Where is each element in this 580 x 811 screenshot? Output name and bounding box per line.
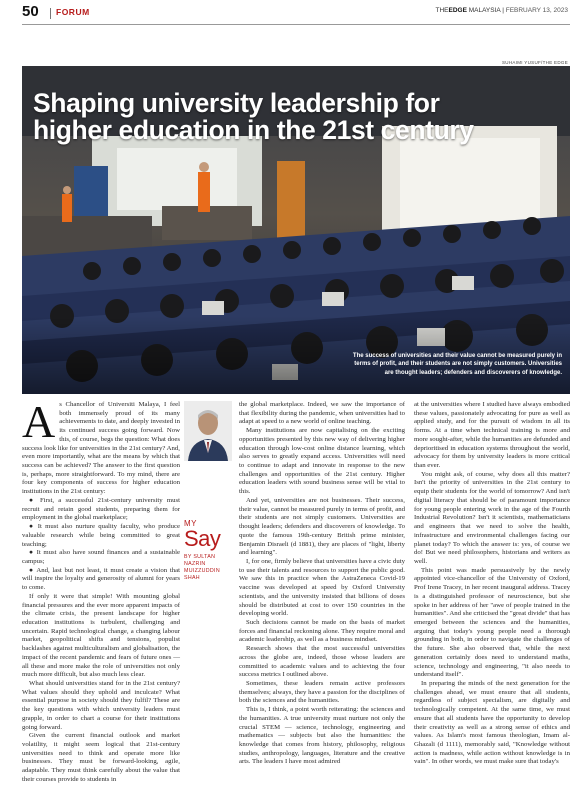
header-bar-glyph: | bbox=[502, 7, 504, 14]
caption-line-3: are thought leaders; defenders and discoverers of knowledge. bbox=[384, 369, 562, 376]
caption-line-1: The success of universities and their value cannot be measured purely in bbox=[352, 353, 562, 359]
publication-country: MALAYSIA bbox=[468, 7, 501, 14]
publication-info bbox=[435, 7, 568, 14]
article-paragraph: the global marketplace. Indeed, we saw the importance of that flexibility during the pandemic, when universities had to adapt at speed to a new world of online teaching. bbox=[239, 401, 405, 426]
header-rule bbox=[22, 24, 570, 25]
article-paragraph: In preparing the minds of the next generation for the challenges ahead, we must ensure that all students, regardless of subject specialism, are digitally and technologically competent. At the same time, we must ensure that all students have the opportunity to develop their creativity as well as a strong sense of ethics and values. As Islam's most famous theologian, Imam al-Ghazali (d 1111), memorably said, "Knowledge without action is madness, while action without knowledge is in vain". In other words, we must make sure that today's bbox=[414, 680, 570, 766]
article-paragraph: What should universities stand for in the 21st century? What values should they uphold and inculcate? What essential purpose in society should they fulfil? These are the key questions with which university leaders must grapple, in order to chart a course for their institutions going forward. bbox=[22, 680, 180, 731]
publication-the: THE bbox=[435, 7, 449, 14]
author-sidebar bbox=[184, 401, 232, 582]
section-label: FORUM bbox=[56, 7, 90, 17]
article-paragraph: at the universities where I studied have always embodied these values, passionately advocating for pure as well as applied study, and for the pursuit of wisdom in all its forms. At a time when technical training is more and more sought-after, while the humanities are defunded and deprioritised in education systems throughout the world, advocacy for them by university leaders is more critical than ever. bbox=[414, 401, 570, 470]
article-paragraph: And yet, universities are not businesses. Their success, their value, cannot be measured purely in terms of profit, and their students are not simply customers. Universities are thought leaders; defenders and discoverers of knowledge. To quote the famous 19th-century British prime minister, Benjamin Disraeli (d 1881), they are places of "light, liberty and learning". bbox=[239, 496, 405, 557]
article-paragraph: If only it were that simple! With mounting global financial pressures and the ever more apparent impacts of the climate crisis, the present landscape for higher education institutions is turbulent, challenging and uncertain. Rapid technological change, a changing labour market, geopolitical shifts and tensions, populist backlashes against multiculturalism and globalisation, the impact of the recent pandemic and fears of future ones — all these and more make the role of universities not only much more difficult, but also much less clear. bbox=[22, 592, 180, 679]
article-paragraph: I, for one, firmly believe that universities have a civic duty to use their talents and resources to support the public good. We saw this in practice when the AstraZeneca Covid-19 vaccine was developed at speed by Oxford University scientists, and the university insisted that billions of doses should be distributed at cost to over 150 countries in the developing world. bbox=[239, 557, 405, 618]
article-column-2 bbox=[239, 401, 405, 767]
photo-caption bbox=[346, 352, 562, 377]
article-paragraph: You might ask, of course, why does all this matter? Isn't the priority of universities in the 21st century to equip their students for the world of tomorrow? And isn't digital literacy that should be of paramount importance for young people entering work in the age of the Fourth Industrial Revolution? Isn't it scientists, mathematicians and engineers that we need to solve the health, infrastructure and environmental challenges facing our planet today? To which the answer is: yes, of course we do! But we need philosophers, historians and writers as well. bbox=[414, 470, 570, 565]
photo-credit: SUHAIMI YUSUF/THE EDGE bbox=[501, 60, 568, 65]
article-paragraph: This is, I think, a point worth reiterating: the sciences and the humanities. A true university must nurture not only the crucial STEM — science, technology, engineering and mathematics — subjects but also the humanities: the knowledge that comes from history, philosophy, religious studies, anthropology, languages, literature and the creative arts. The leaders I have most admired bbox=[239, 706, 405, 766]
headline-line-1: Shaping university leadership for bbox=[33, 88, 440, 118]
article-paragraph: ● And, last but not least, it must create a vision that will inspire the loyalty and generosity of alumni for years to come. bbox=[22, 566, 180, 592]
caption-line-2: terms of profit, and their students are not simply customers. Universities bbox=[354, 361, 562, 368]
article-paragraph: ● First, a successful 21st-century university must recruit and retain good students, preparing them for employment in the global marketplace; bbox=[22, 496, 180, 522]
article-paragraph: ● It must also have sound finances and a sustainable campus; bbox=[22, 549, 180, 565]
page-number: 50 bbox=[22, 3, 39, 20]
column-label-say: Say bbox=[184, 526, 221, 551]
headline-line-2: higher education in the 21st century bbox=[33, 115, 474, 145]
article-paragraph: Many institutions are now capitalising on the exciting opportunities presented by this new way of delivering higher education through low-cost online distance learning, which also serves to greatly expand access. Universities will need to continue to adapt and innovate in response to the new challenges and opportunities of the 21st century. Higher education leaders with sound business sense will be vital to this. bbox=[239, 427, 405, 496]
article-column-1 bbox=[22, 396, 180, 785]
column-label-my: MY bbox=[184, 519, 197, 528]
publication-brand: EDGE bbox=[448, 7, 467, 14]
header-divider bbox=[50, 8, 51, 19]
article-paragraph: Research shows that the most successful universities across the globe are, indeed, those whose leaders are committed to academic values and to achieving the four success metrics I outlined above. bbox=[239, 645, 405, 679]
article-paragraph: Given the current financial outlook and market volatility, it might seem logical that 21st-century universities need to think and operate more like businesses. They must be forward-looking, agile, adaptable. They must think carefully about the value that their courses provide to students in bbox=[22, 732, 180, 783]
headline bbox=[33, 90, 474, 144]
author-byline: BY SULTAN NAZRIN MUIZZUDDIN SHAH bbox=[184, 554, 220, 581]
author-photo bbox=[184, 401, 232, 461]
article-paragraph: Such decisions cannot be made on the basis of market forces and financial reckoning alone. They require moral and academic leadership, as well as a business mindset. bbox=[239, 618, 405, 644]
article-column-3 bbox=[414, 401, 570, 767]
article-paragraph: Sometimes, these leaders remain active professors themselves; always, they have a passion for the disciplines of both the sciences and the humanities. bbox=[239, 680, 405, 705]
page-header bbox=[0, 0, 580, 28]
article-paragraph: ● It must also nurture quality faculty, who produce valuable research while being committed to great teaching; bbox=[22, 523, 180, 548]
drop-cap: A bbox=[22, 396, 56, 447]
article-paragraph: As Chancellor of Universiti Malaya, I feel both immensely proud of its many achievements to date, and deeply invested in its continued success going forward. Now this, of course, begs the question: What does success look like for universities in the 21st century? And, even more importantly, what are the means by which that success can be achieved? The answer to the first question is, perhaps, more straightforward. To my mind, there are four key components of success for higher education institutions in the 21st century: bbox=[22, 396, 180, 496]
publication-date: FEBRUARY 13, 2023 bbox=[505, 7, 568, 14]
article-paragraph: This point was made persuasively by the newly appointed vice-chancellor of the University of Oxford, Prof Irene Tracey, in her recent inaugural address. Tracey is a distinguished professor of neuroscience, but she spoke in her address of her "awe of people trained in the humanities". And she criticised the "great divide" that has emerged between the sciences and the humanities, arguing that today's young people need a thorough grounding in both, in order to navigate the challenges of the future. She also observed that, while the next generation certainly does need to understand maths, science, technology and engineering, "it also needs to understand itself". bbox=[414, 566, 570, 679]
